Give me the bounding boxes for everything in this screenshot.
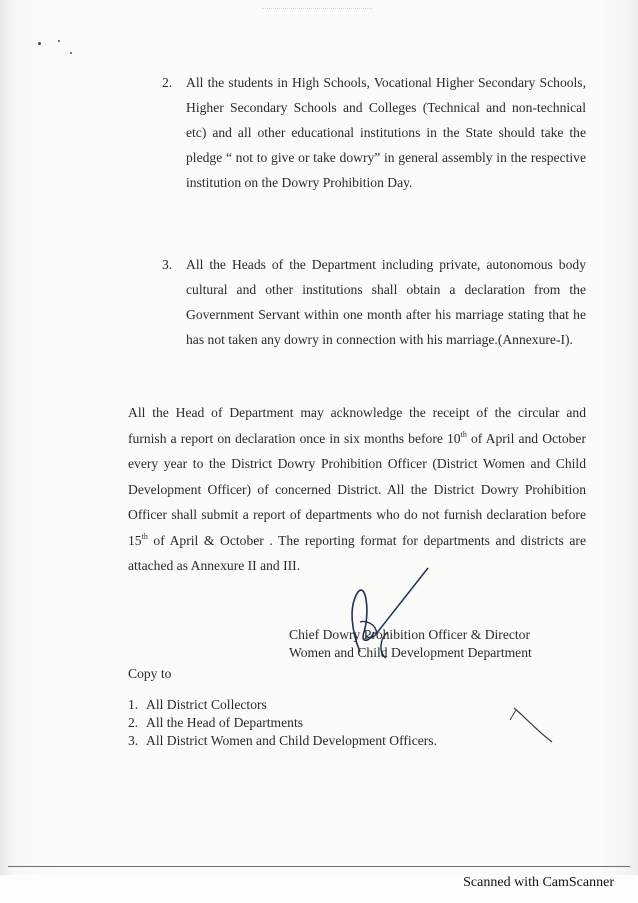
scan-speck: [38, 42, 41, 45]
ordinal-superscript: th: [460, 429, 467, 439]
scan-speck: [58, 40, 60, 42]
main-paragraph: [128, 400, 586, 579]
signatory-department: Women and Child Development Department: [289, 645, 532, 660]
paragraph-text: All the Head of Department may acknowledge the receipt of the circular and furnish a report on declaration once in six months before 10: [128, 405, 586, 446]
signatory-title: Chief Dowry Prohibition Officer & Director: [289, 627, 530, 642]
list-item-3: [162, 252, 586, 352]
ordinal-superscript: th: [141, 531, 148, 541]
page-bottom-rule: [8, 866, 630, 867]
scanner-watermark: Scanned with CamScanner: [463, 875, 614, 890]
copy-to-text: All the Head of Departments: [146, 715, 304, 730]
copy-to-item: [128, 696, 437, 714]
list-item-2: [162, 70, 586, 195]
copy-to-number: 3.: [128, 733, 139, 748]
top-scan-smudge: [262, 0, 372, 9]
copy-to-text: All District Women and Child Development Officers.: [146, 733, 437, 748]
copy-to-list: [128, 696, 437, 750]
pen-tick-mark: [508, 704, 558, 746]
copy-to-number: 1.: [128, 697, 139, 712]
paragraph-text: of April & October . The reporting format for departments and districts are attached as Annexure II and III.: [128, 532, 586, 573]
list-item-number: 3.: [162, 257, 173, 272]
copy-to-number: 2.: [128, 715, 139, 730]
copy-to-item: [128, 714, 437, 732]
copy-to-label: Copy to: [128, 666, 172, 681]
list-item-number: 2.: [162, 75, 173, 90]
copy-to-text: All District Collectors: [146, 697, 267, 712]
scan-speck: [70, 52, 72, 54]
list-item-text: All the Heads of the Department including private, autonomous body cultural and other institutions shall obtain a declaration from the Government Servant within one month after his marriage stating that he has not taken any dowry in connection with his marriage.(Annexure-I).: [186, 257, 586, 347]
list-item-text: All the students in High Schools, Vocational Higher Secondary Schools, Higher Secondary Schools and Colleges (Technical and non-technical etc) and all other educational institutions in the State should take the pledge “ not to give or take dowry” in general assembly in the respective institution on the Dowry Prohibition Day.: [186, 75, 586, 190]
copy-to-item: [128, 732, 437, 750]
signatory-block: [289, 626, 532, 662]
paragraph-text: of April and October every year to the District Dowry Prohibition Officer (District Women and Child Development Officer) of concerned District. All the District Dowry Prohibition Officer shall submit a report of departments who do not furnish declaration before 15: [128, 430, 586, 548]
